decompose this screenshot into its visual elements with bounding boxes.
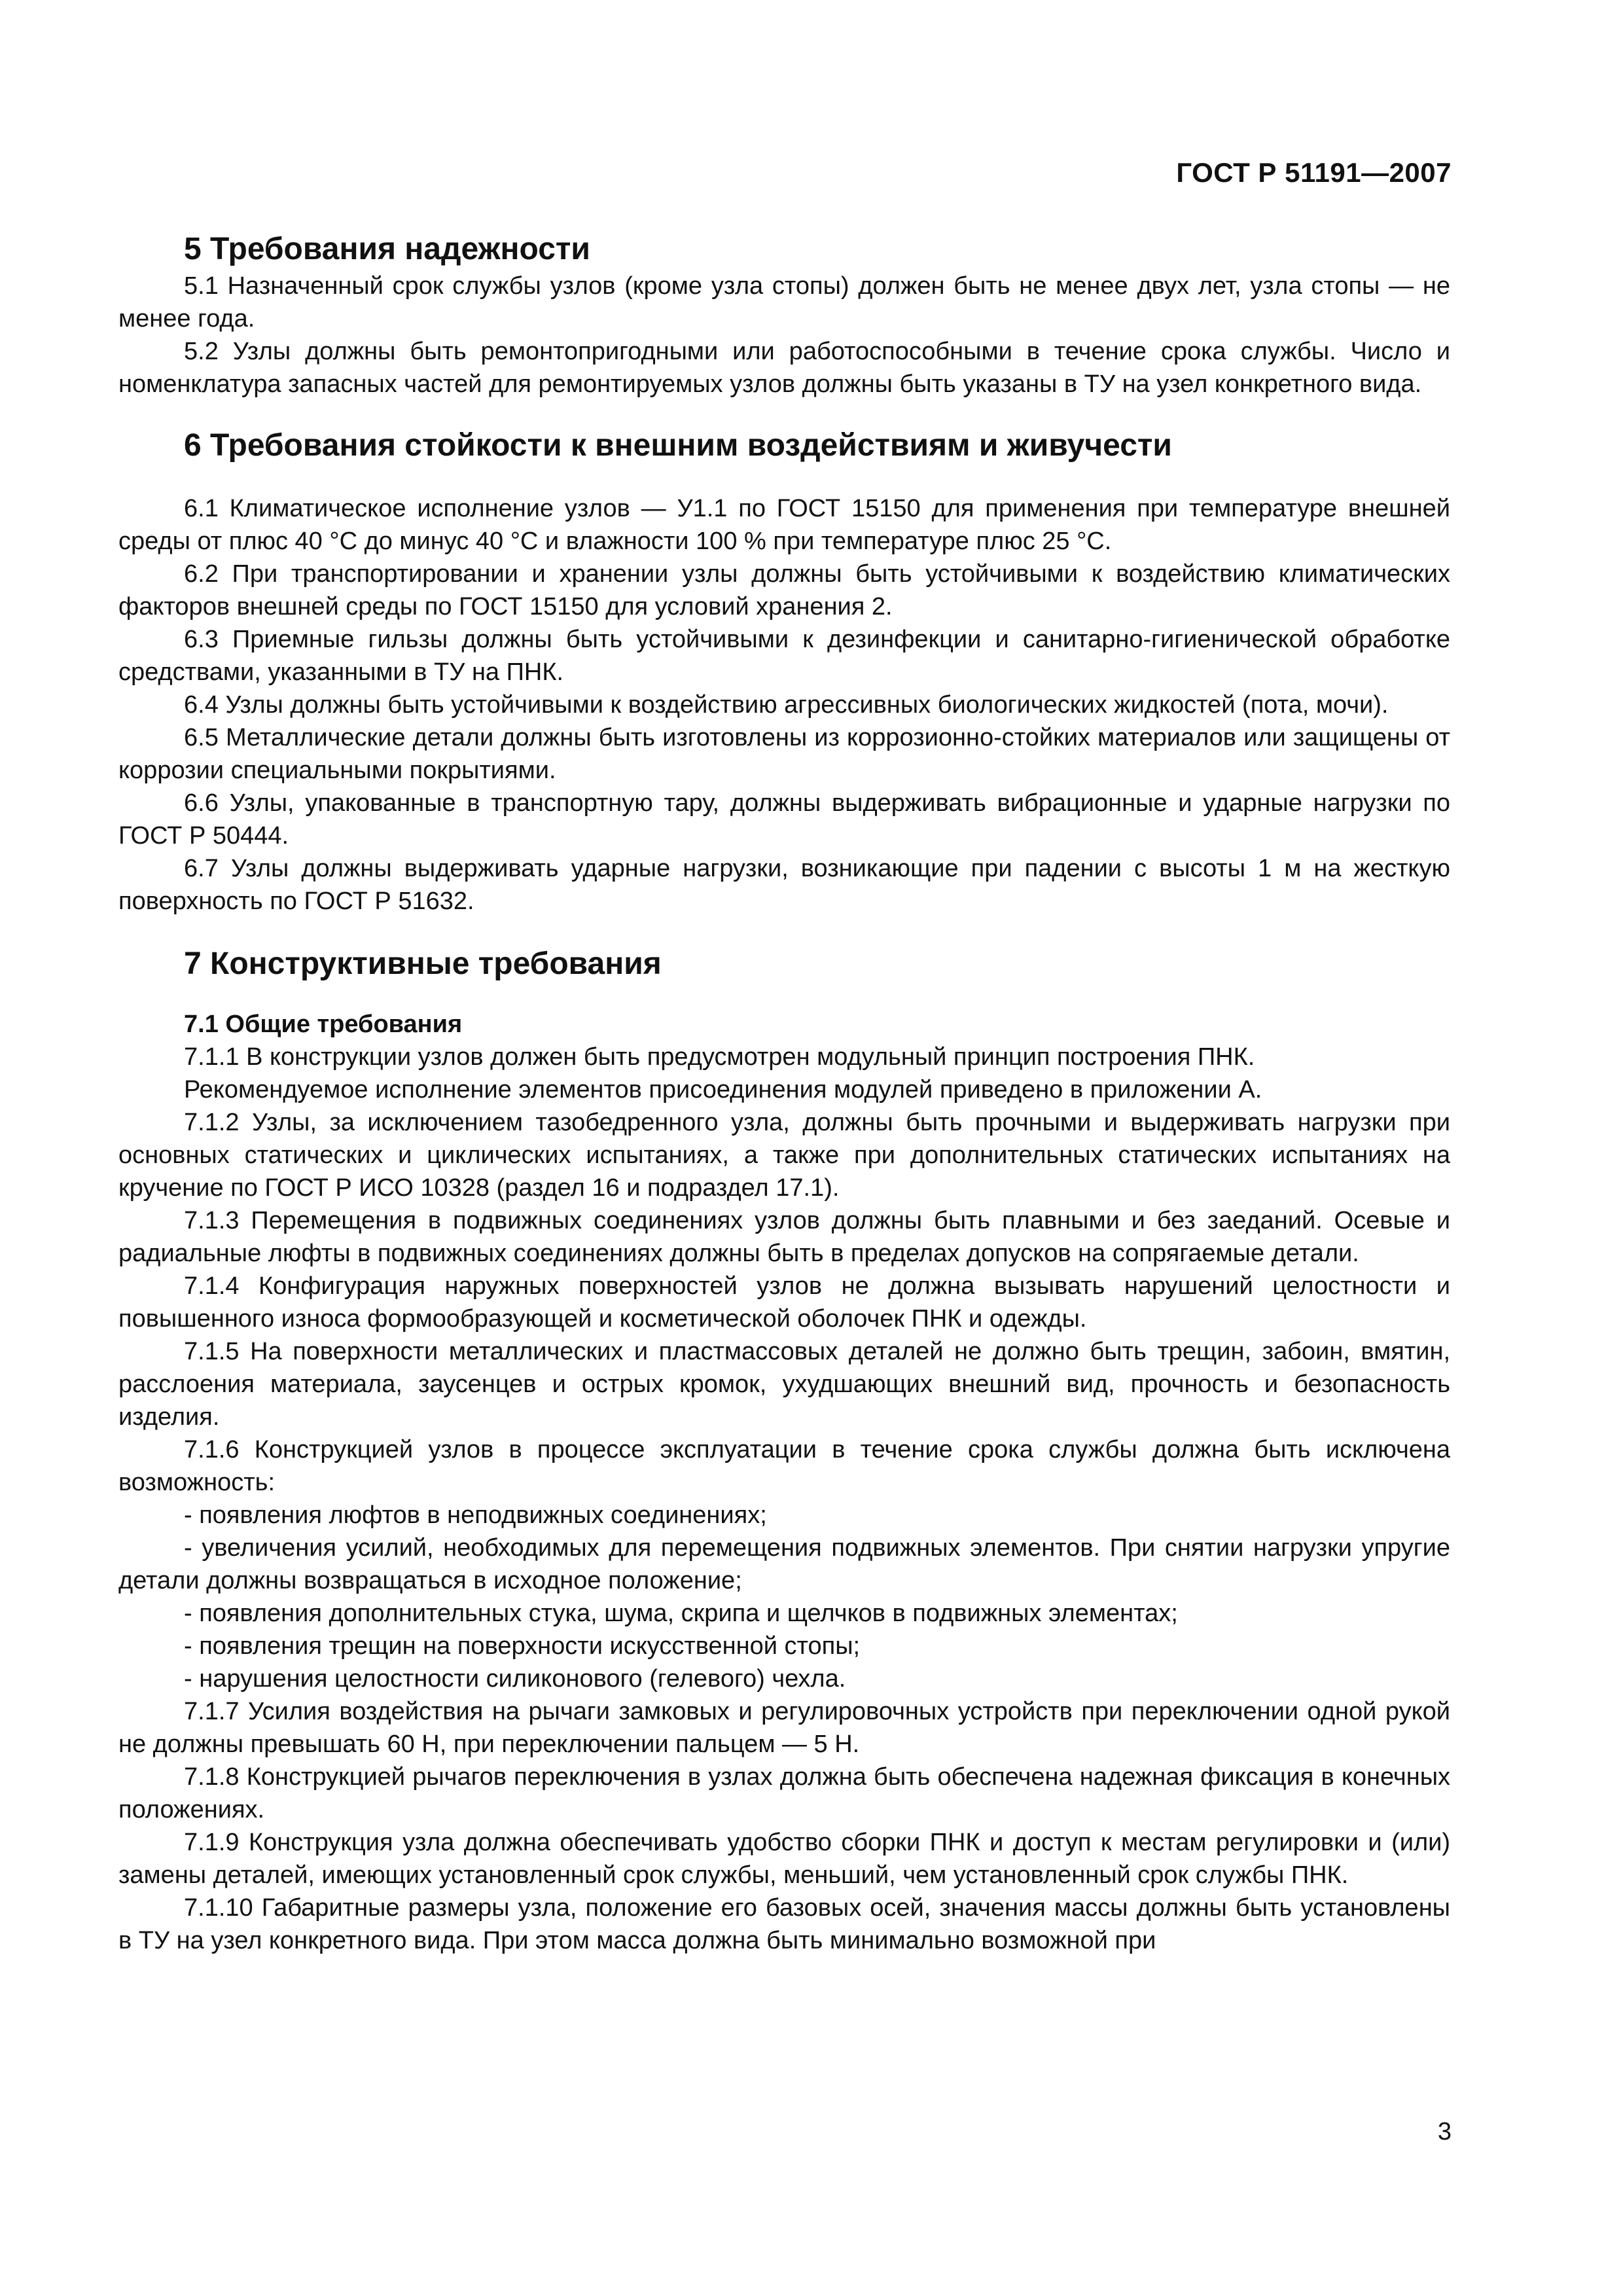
paragraph-6-6: 6.6 Узлы, упакованные в транспортную тару, должны выдерживать вибрационные и ударные нагрузки по ГОСТ Р 50444. bbox=[118, 789, 1450, 850]
paragraph-7-1-4: 7.1.4 Конфигурация наружных поверхностей узлов не должна вызывать нарушений целостности и повышенного износа формообразующей и косметической оболочек ПНК и одежды. bbox=[118, 1272, 1450, 1333]
section-7-title: 7 Конструктивные требования bbox=[184, 946, 662, 981]
section-6-title: 6 Требования стойкости к внешним воздействиям и живучести bbox=[184, 428, 1172, 463]
paragraph-7-1-10: 7.1.10 Габаритные размеры узла, положение его базовых осей, значения массы должны быть установлены в ТУ на узел конкретного вида. При этом масса должна быть минимально возможной при bbox=[118, 1894, 1450, 1954]
list-item: - увеличения усилий, необходимых для перемещения подвижных элементов. При снятии нагрузки упругие детали должны возвращаться в исходное положение; bbox=[118, 1534, 1450, 1594]
document-id: ГОСТ Р 51191—2007 bbox=[1176, 157, 1452, 188]
paragraph-6-3: 6.3 Приемные гильзы должны быть устойчивыми к дезинфекции и санитарно-гигиенической обработке средствами, указанными в ТУ на ПНК. bbox=[118, 626, 1450, 686]
list-item: - появления дополнительных стука, шума, скрипа и щелчков в подвижных элементах; bbox=[184, 1600, 1178, 1627]
paragraph-6-2: 6.2 При транспортировании и хранении узлы должны быть устойчивыми к воздействию климатических факторов внешней среды по ГОСТ 15150 для условий хранения 2. bbox=[118, 560, 1450, 620]
paragraph-7-1-6: 7.1.6 Конструкцией узлов в процессе эксплуатации в течение срока службы должна быть исключена возможность: bbox=[118, 1436, 1450, 1496]
paragraph-7-1-3: 7.1.3 Перемещения в подвижных соединениях узлов должны быть плавными и без заеданий. Осевые и радиальные люфты в подвижных соединениях должны быть в пределах допусков на сопрягаемые детали. bbox=[118, 1207, 1450, 1267]
paragraph-7-1-7: 7.1.7 Усилия воздействия на рычаги замковых и регулировочных устройств при переключении одной рукой не должны превышать 60 Н, при переключении пальцем — 5 Н. bbox=[118, 1698, 1450, 1758]
paragraph-6-4: 6.4 Узлы должны быть устойчивыми к воздействию агрессивных биологических жидкостей (пота, мочи). bbox=[184, 691, 1389, 719]
paragraph-7-1-1: 7.1.1 В конструкции узлов должен быть предусмотрен модульный принцип построения ПНК. bbox=[184, 1043, 1255, 1071]
paragraph-7-1-1-note: Рекомендуемое исполнение элементов присоединения модулей приведено в приложении А. bbox=[184, 1076, 1262, 1103]
paragraph-6-5: 6.5 Металлические детали должны быть изготовлены из коррозионно-стойких материалов или защищены от коррозии специальными покрытиями. bbox=[118, 724, 1450, 784]
section-5-title: 5 Требования надежности bbox=[184, 232, 590, 266]
paragraph-5-2: 5.2 Узлы должны быть ремонтопригодными или работоспособными в течение срока службы. Число и номенклатура запасных частей для ремонтируемых узлов должны быть указаны в ТУ на узел конкретного вида. bbox=[118, 338, 1450, 398]
paragraph-7-1-2: 7.1.2 Узлы, за исключением тазобедренного узла, должны быть прочными и выдерживать нагрузки при основных статических и циклических испытаниях, а также при дополнительных статических испытаниях на кручение по ГОСТ Р ИСО 10328 (раздел 16 и подраздел 17.1). bbox=[118, 1109, 1450, 1202]
page-content bbox=[118, 229, 1450, 1957]
paragraph-7-1-5: 7.1.5 На поверхности металлических и пластмассовых деталей не должно быть трещин, забоин, вмятин, расслоения материала, заусенцев и острых кромок, ухудшающих внешний вид, прочность и безопасность изделия. bbox=[118, 1338, 1450, 1431]
paragraph-5-1: 5.1 Назначенный срок службы узлов (кроме узла стопы) должен быть не менее двух лет, узла стопы — не менее года. bbox=[118, 272, 1450, 332]
list-item: - появления люфтов в неподвижных соединениях; bbox=[184, 1501, 767, 1529]
subsection-7-1-title: 7.1 Общие требования bbox=[184, 1011, 463, 1038]
paragraph-7-1-9: 7.1.9 Конструкция узла должна обеспечивать удобство сборки ПНК и доступ к местам регулировки и (или) замены деталей, имеющих установленный срок службы, меньший, чем установленный срок службы ПНК. bbox=[118, 1829, 1450, 1889]
list-item: - нарушения целостности силиконового (гелевого) чехла. bbox=[184, 1665, 846, 1693]
list-item: - появления трещин на поверхности искусственной стопы; bbox=[184, 1632, 861, 1660]
paragraph-7-1-8: 7.1.8 Конструкцией рычагов переключения в узлах должна быть обеспечена надежная фиксация в конечных положениях. bbox=[118, 1763, 1450, 1823]
page-number: 3 bbox=[1437, 2118, 1452, 2145]
paragraph-6-7: 6.7 Узлы должны выдерживать ударные нагрузки, возникающие при падении с высоты 1 м на жесткую поверхность по ГОСТ Р 51632. bbox=[118, 855, 1450, 915]
paragraph-6-1: 6.1 Климатическое исполнение узлов — У1.1 по ГОСТ 15150 для применения при температуре внешней среды от плюс 40 °С до минус 40 °С и влажности 100 % при температуре плюс 25 °С. bbox=[118, 495, 1450, 555]
